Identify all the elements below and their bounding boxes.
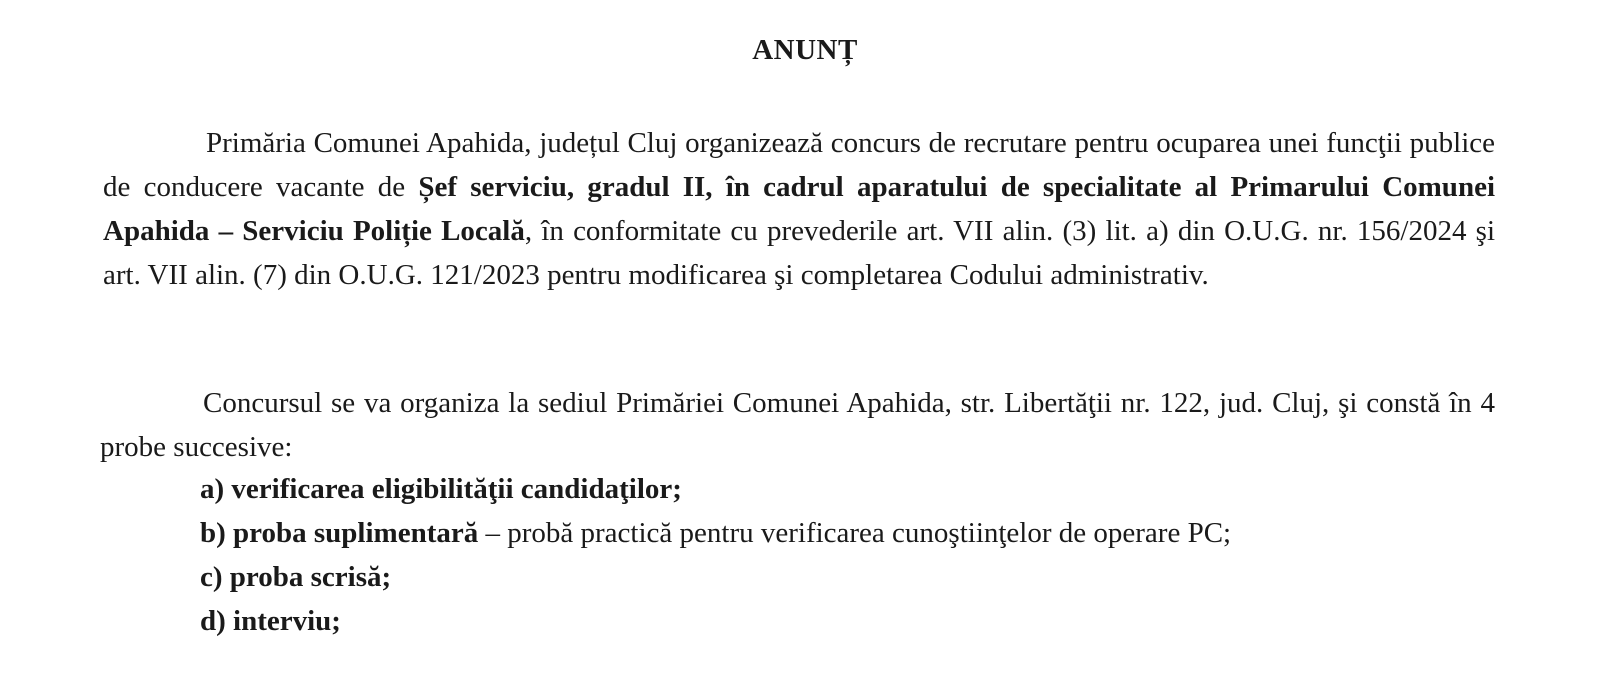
intro-paragraph [103, 121, 1495, 297]
list-item [200, 555, 1231, 599]
intro-text-end: , în conformitate cu prevederile art. VII alin. (3) lit. a) din O.U.G. nr. 156/2024 şi art. VII alin. (7) din O.U.G. 121/2023 pentru modificarea şi completarea Codului administrativ. [103, 215, 1495, 291]
position-title: Șef serviciu, gradul II, în cadrul aparatului de specialitate al Primarului Comunei Apahida – Serviciu Poliție Locală [103, 171, 1495, 247]
probe-label: b) proba suplimentară [200, 517, 479, 549]
probe-label: c) proba scrisă; [200, 561, 392, 593]
probe-label: d) interviu; [200, 605, 341, 637]
announcement-title: ANUNȚ [752, 34, 858, 66]
contest-location-paragraph: Concursul se va organiza la sediul Primăriei Comunei Apahida, str. Libertăţii nr. 122, jud. Cluj, şi constă în 4 probe succesive: [100, 387, 1495, 463]
probe-label: a) verificarea eligibilităţii candidaţilor; [200, 473, 682, 505]
probe-description: – probă practică pentru verificarea cunoştiinţelor de operare PC; [478, 517, 1232, 549]
list-item [200, 467, 1231, 511]
intro-text-start: Primăria Comunei Apahida, județul Cluj organizează concurs de recrutare pentru ocuparea unei funcţii publice de conducere vacante de [103, 127, 1495, 203]
list-item [200, 599, 1231, 643]
list-item [200, 511, 1231, 555]
probes-list [200, 467, 1231, 643]
